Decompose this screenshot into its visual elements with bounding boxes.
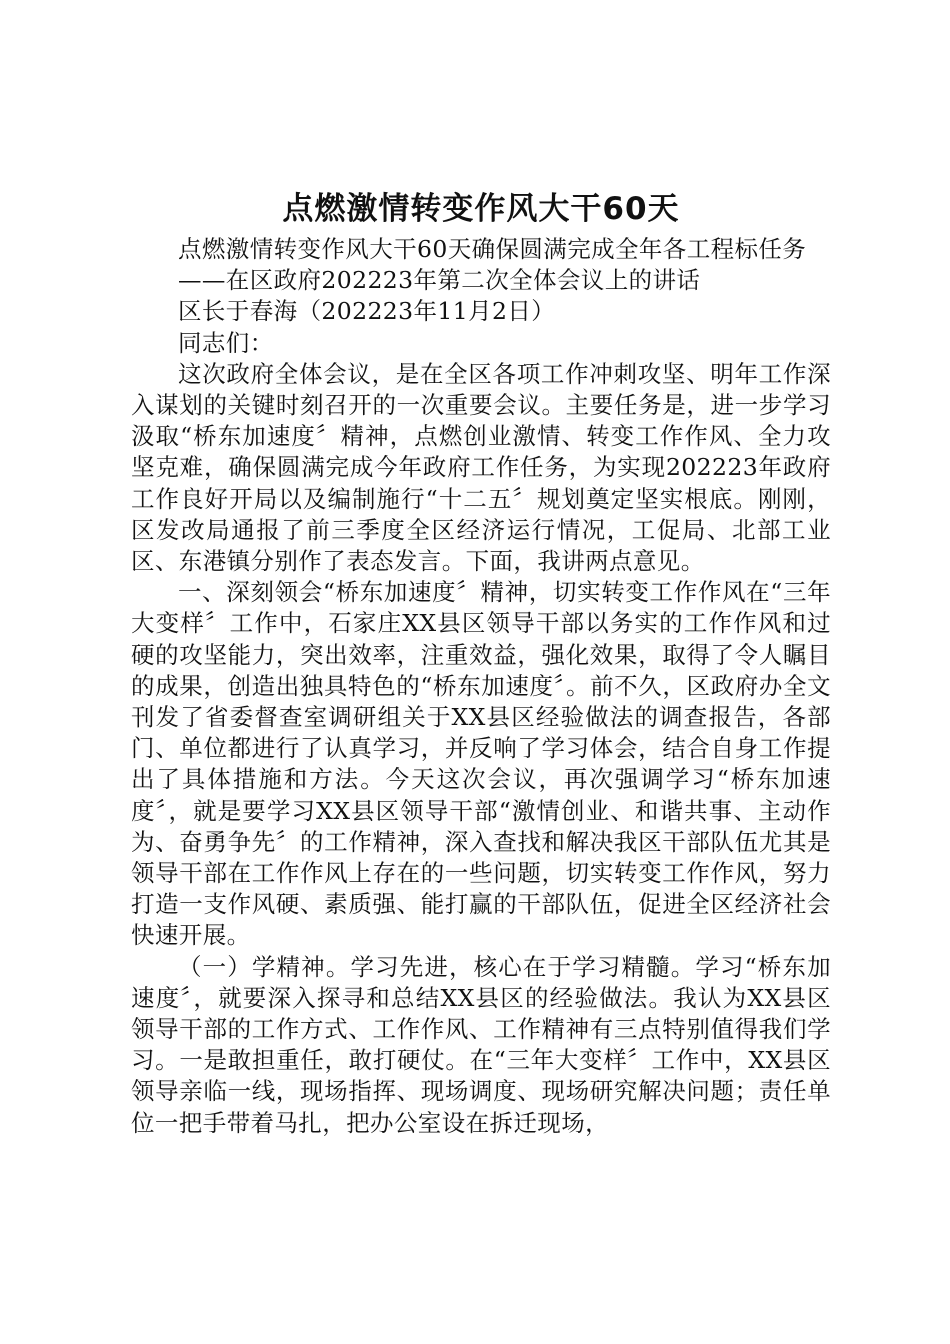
body-paragraph: 这次政府全体会议，是在全区各项工作冲刺攻坚、明年工作深入谋划的关键时刻召开的一次重要会议。主要任务是，进一步学习汲取“桥东加速度〞精神，点燃创业激情、转变工作作风、全力攻坚克难，确保圆满完成今年政府工作任务，为实现202223年政府工作良好开局以及编制施行“十二五〞规划奠定坚实根底。刚刚，区发改局通报了前三季度全区经济运行情况，工促局、北部工业区、东港镇分别作了表态发言。下面，我讲两点意见。 (131, 359, 831, 576)
document-page (131, 186, 831, 1139)
speech-occasion: ——在区政府202223年第二次全体会议上的讲话 (178, 266, 701, 295)
speaker-line: 区长于春海（202223年11月2日） (178, 297, 556, 326)
document-title: 点燃激情转变作风大干60天 (282, 191, 680, 227)
body-paragraph: 一、深刻领会“桥东加速度〞精神，切实转变工作作风在“三年大变样〞工作中，石家庄XX县区领导干部以务实的工作作风和过硬的攻坚能力，突出效率，注重效益，强化效果，取得了令人瞩目的成果，创造出独具特色的“桥东加速度〞。前不久，区政府办全文刊发了省委督查室调研组关于XX县区经验做法的调查报告，各部门、单位都进行了认真学习，并反响了学习体会，结合自身工作提出了具体措施和方法。今天这次会议，再次强调学习“桥东加速度〞，就是要学习XX县区领导干部“激情创业、和谐共事、主动作为、奋勇争先〞的工作精神，深入查找和解决我区干部队伍尤其是领导干部在工作作风上存在的一些问题，切实转变工作作风，努力打造一支作风硬、素质强、能打赢的干部队伍，促进全区经济社会快速开展。 (131, 578, 831, 950)
subtitle-paragraph: 点燃激情转变作风大干60天确保圆满完成全年各工程标任务 (178, 235, 807, 263)
salutation: 同志们： (178, 328, 274, 357)
body-paragraph: （一）学精神。学习先进，核心在于学习精髓。学习“桥东加速度〞，就要深入探寻和总结XX县区的经验做法。我认为XX县区领导干部的工作方式、工作作风、工作精神有三点特别值得我们学习。一是敢担重任，敢打硬仗。在“三年大变样〞工作中，XX县区领导亲临一线，现场指挥、现场调度、现场研究解决问题；责任单位一把手带着马扎，把办公室设在拆迁现场， (131, 952, 831, 1137)
